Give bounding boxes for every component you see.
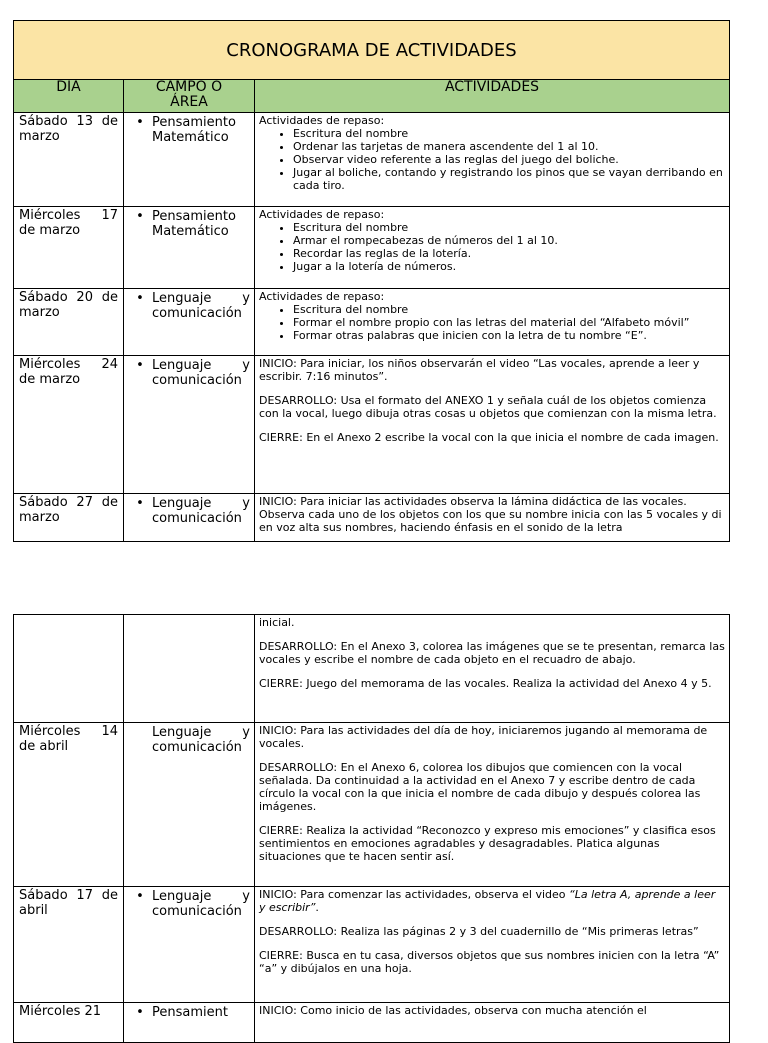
activities-cell: inicial. DESARROLLO: En el Anexo 3, colorea las imágenes que se te presentan, remarca las vocales y escribe el nombre de cada objeto en el recuadro de abajo. CIERRE: Juego del memorama de las vocales. Realiza la actividad del Anexo 4 y 5. — [255, 615, 730, 723]
list-item: • Recordar las reglas de la lotería. — [293, 247, 725, 260]
area-cell: • Pensamient — [124, 1003, 255, 1043]
activities-cell: Actividades de repaso: • Escritura del nombre • Armar el rompecabezas de números del 1 al 10. • Recordar las reglas de la lotería. • Jugar a la lotería de números. — [255, 207, 730, 289]
list-item: • Armar el rompecabezas de números del 1 al 10. — [293, 234, 725, 247]
day-cell: Miércoles 17 de marzo — [14, 207, 124, 289]
header-campo: CAMPO O ÁREA — [124, 80, 255, 113]
list-item: • Escritura del nombre — [293, 127, 725, 140]
header-dia: DIA — [14, 80, 124, 113]
area-cell: • Lenguaje y comunicación — [124, 494, 255, 542]
table-row — [14, 207, 730, 289]
list-item: • Escritura del nombre — [293, 221, 725, 234]
bullet-icon: • — [136, 291, 144, 306]
activities-cell: INICIO: Para iniciar, los niños observarán el video “Las vocales, aprende a leer y escribir. 7:16 minutos”. DESARROLLO: Usa el formato del ANEXO 1 y señala cuál de los objetos comienza con la vocal, luego dibuja otras cosas u objetos que comienzan con la misma letra. CIERRE: En el Anexo 2 escribe la vocal con la que inicia el nombre de cada imagen. — [255, 356, 730, 494]
table-row — [14, 289, 730, 356]
area-cell: Lenguaje y comunicación — [124, 723, 255, 887]
bullet-icon: • — [136, 115, 144, 130]
day-cell: Sábado 27 de marzo — [14, 494, 124, 542]
bullet-icon: • — [136, 889, 144, 904]
day-cell: Miércoles 21 — [14, 1003, 124, 1043]
list-item: • Formar otras palabras que inicien con la letra de tu nombre “E”. — [293, 329, 725, 342]
list-item: • Escritura del nombre — [293, 303, 725, 316]
table-title: CRONOGRAMA DE ACTIVIDADES — [14, 21, 730, 80]
table-row — [14, 1003, 730, 1043]
area-cell: • Lenguaje y comunicación — [124, 887, 255, 1003]
area-cell: • Lenguaje y comunicación — [124, 289, 255, 356]
area-cell: • Pensamiento Matemático — [124, 207, 255, 289]
activities-cell: Actividades de repaso: • Escritura del nombre • Formar el nombre propio con las letras del material del “Alfabeto móvil” • Formar otras palabras que inicien con la letra de tu nombre “E”. — [255, 289, 730, 356]
day-cell: Sábado 13 de marzo — [14, 113, 124, 207]
activities-cell: INICIO: Como inicio de las actividades, observa con mucha atención el — [255, 1003, 730, 1043]
list-item: • Ordenar las tarjetas de manera ascendente del 1 al 10. — [293, 140, 725, 153]
day-cell: Miércoles 24 de marzo — [14, 356, 124, 494]
day-cell: Sábado 20 de marzo — [14, 289, 124, 356]
list-item: • Jugar al boliche, contando y registrando los pinos que se vayan derribando en cada tiro. — [293, 166, 725, 192]
table-row — [14, 887, 730, 1003]
table-row — [14, 494, 730, 542]
list-item: • Observar video referente a las reglas del juego del boliche. — [293, 153, 725, 166]
area-cell: • Pensamiento Matemático — [124, 113, 255, 207]
activities-cell: INICIO: Para las actividades del día de hoy, iniciaremos jugando al memorama de vocales. DESARROLLO: En el Anexo 6, colorea los dibujos que comiencen con la vocal señalada. Da continuidad a la actividad en el Anexo 7 y escribe dentro de cada círculo la vocal con la que inicia el nombre de cada dibujo y después colorea las imágenes. CIERRE: Realiza la actividad “Reconozco y expreso mis emociones” y clasifica esos sentimientos en emociones agradables y desagradables. Platica algunas situaciones que te hacen sentir así. — [255, 723, 730, 887]
bullet-icon: • — [136, 496, 144, 511]
bullet-icon: • — [136, 358, 144, 373]
activities-cell: INICIO: Para iniciar las actividades observa la lámina didáctica de las vocales. Observa cada uno de los objetos con los que su nombre inicia con las 5 vocales y di en voz alta sus nombres, haciendo énfasis en el sonido de la letra — [255, 494, 730, 542]
header-actividades: ACTIVIDADES — [255, 80, 730, 113]
day-cell: Sábado 17 de abril — [14, 887, 124, 1003]
list-item: • Formar el nombre propio con las letras del material del “Alfabeto móvil” — [293, 316, 725, 329]
activities-cell: Actividades de repaso: • Escritura del nombre • Ordenar las tarjetas de manera ascendente del 1 al 10. • Observar video referente a las reglas del juego del boliche. • Jugar al boliche, contando y registrando los pinos que se vayan derribando en cada tiro. — [255, 113, 730, 207]
table-row — [14, 113, 730, 207]
schedule-table-page-2 — [13, 614, 730, 1043]
schedule-table-page-1 — [13, 20, 730, 542]
table-row — [14, 356, 730, 494]
day-cell — [14, 615, 124, 723]
bullet-icon: • — [136, 209, 144, 224]
table-row — [14, 723, 730, 887]
activities-cell: INICIO: Para comenzar las actividades, observa el video “La letra A, aprende a leer y escribir”. DESARROLLO: Realiza las páginas 2 y 3 del cuadernillo de “Mis primeras letras” CIERRE: Busca en tu casa, diversos objetos que sus nombres inicien con la letra “A” “a” y dibújalos en una hoja. — [255, 887, 730, 1003]
table-row — [14, 615, 730, 723]
area-cell: • Lenguaje y comunicación — [124, 356, 255, 494]
area-cell — [124, 615, 255, 723]
bullet-icon: • — [136, 1005, 144, 1020]
day-cell: Miércoles 14 de abril — [14, 723, 124, 887]
list-item: • Jugar a la lotería de números. — [293, 260, 725, 273]
